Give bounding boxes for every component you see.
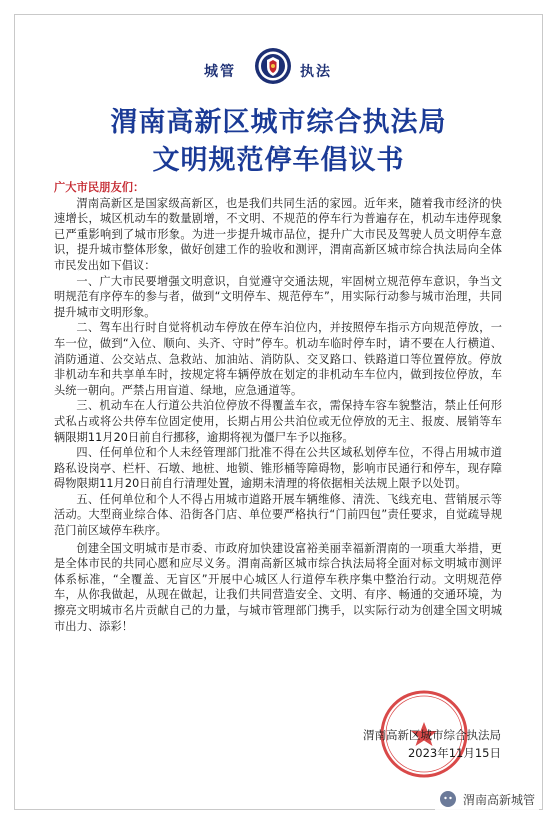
- paragraph-item-3: 三、机动车在人行道公共泊位停放不得覆盖车衣，需保持车容车貌整洁，禁止任何形式私占或将公共停车位固定使用，长期占用公共泊位或无位停放的无主、报废、展销等车辆限期11月20日前自行挪移，逾期将视为僵尸车予以拖移。: [54, 399, 502, 444]
- header-brand: [0, 44, 557, 84]
- paragraph-item-2: 二、驾车出行时自觉将机动车停放在停车泊位内，并按照停车指示方向规范停放，一车一位，做到“入位、顺向、头齐、守时”停车。机动车临时停车时，请不要在人行横道、消防通道、公交站点、急救站、加油站、消防队、交叉路口、铁路道口等位置停放。停放非机动车和共享单车时，按规定将车辆停放在划定的非机动车车位内，做到按位停放，车头统一朝向。严禁占用盲道、绿地，应急通道等。: [54, 321, 502, 397]
- law-enforcement-emblem-icon: [252, 46, 294, 86]
- paragraph-item-4: 四、任何单位和个人未经管理部门批准不得在公共区域私划停车位，不得占用城市道路私设岗亭、栏杆、石墩、地桩、地锁、锥形桶等障碍物，影响市民通行和停车，现存障碍物限期11月20日前自行清理处置，逾期未清理的将依据相关法规上限予以处罚。: [54, 446, 502, 491]
- brand-left-label: 城管: [204, 64, 236, 80]
- paragraph-item-5: 五、任何单位和个人不得占用城市道路开展车辆维修、清洗、飞线充电、营销展示等活动。大型商业综合体、沿街各门店、单位要严格执行“门前四包”责任要求，自觉疏导规范门前区域停车秩序。: [54, 492, 502, 538]
- salutation: 广大市民朋友们：: [54, 181, 145, 194]
- document-title-line1: 渭南高新区城市综合执法局: [110, 107, 447, 138]
- brand-right-label: 执法: [300, 64, 332, 80]
- paragraph-item-1: 一、广大市民要增强文明意识，自觉遵守交通法规，牢固树立规范停车意识，争当文明规范有序停车的参与者，做到“文明停车、规范停车”，用实际行动参与城市治理，共同提升城市文明形象。: [54, 274, 502, 319]
- document-title-line2: 文明规范停车倡议书: [152, 145, 405, 176]
- signature-date: 2023年11月15日: [407, 746, 501, 760]
- wechat-watermark: [435, 788, 539, 810]
- paragraph-closing: 创建全国文明城市是市委、市政府加快建设富裕美丽幸福新渭南的一项重大举措，更是全体市民的共同心愿和应尽义务。渭南高新区城市综合执法局将全面对标文明城市测评体系标准，“全覆盖、无盲区”开展中心城区人行道停车秩序集中整治行动。文明规范停车，从你我做起，从现在做起，让我们共同营造安全、文明、有序、畅通的交通环境，为擦亮文明城市名片贡献自己的力量，与城市管理部门携手，以实际行动为创建全国文明城市出力、添彩！: [54, 541, 502, 633]
- watermark-label: 渭南高新城管: [462, 792, 535, 807]
- signature-org: 渭南高新区城市综合执法局: [363, 728, 501, 742]
- wechat-channel-icon: [439, 790, 457, 808]
- paragraph-intro: 渭南高新区是国家级高新区，也是我们共同生活的家园。近年来，随着我市经济的快速增长，城区机动车的数量剧增，不文明、不规范的停车行为普遍存在，机动车违停现象已严重影响到了城市形象。为进一步提升城市品位，提升广大市民及驾驶人员文明停车意识，提升城市整体形象，做好创建工作的验收和测评，渭南高新区城市综合执法局向全体市民发出如下倡议：: [54, 196, 502, 272]
- signature-block: [363, 726, 501, 762]
- document-body: [54, 180, 502, 634]
